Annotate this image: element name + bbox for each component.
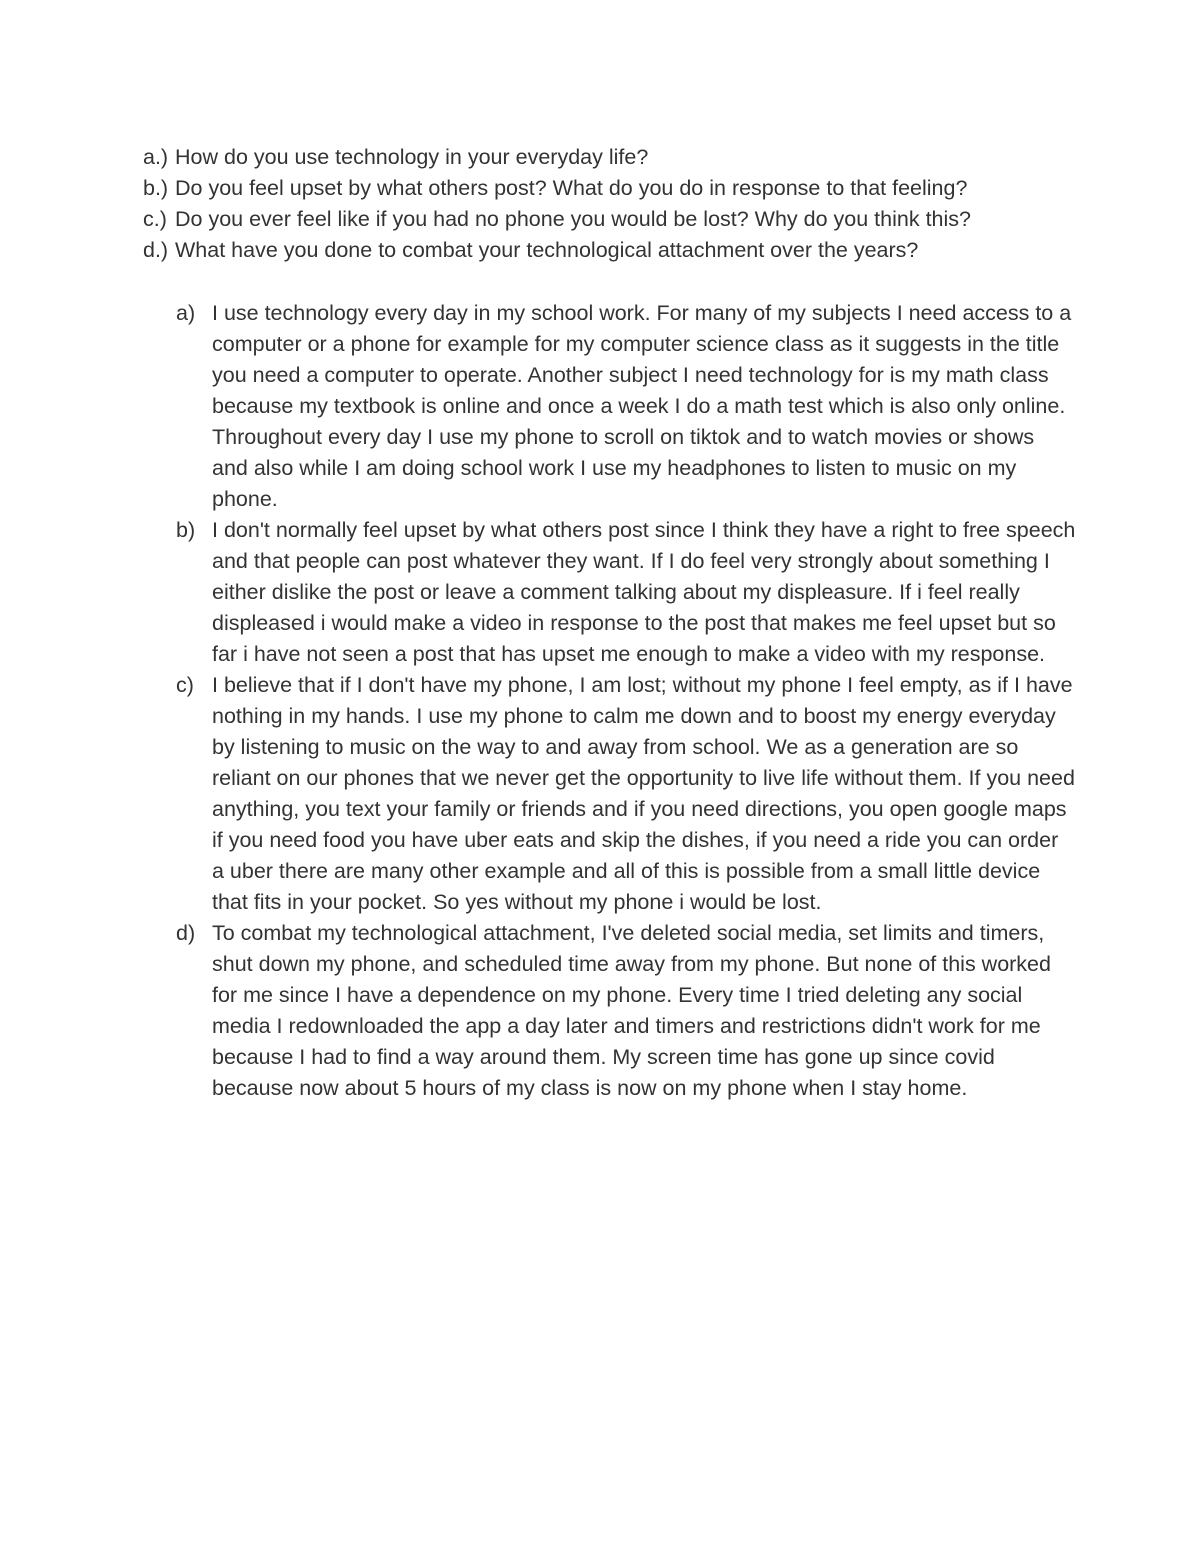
answer-text: I believe that if I don't have my phone, I am lost; without my phone I feel empty, as if I have nothing in my hands. I use my phone to calm me down and to boost my energy everyday by listening to music on the way to and away from school. We as a generation are so reliant on our phones that we never get the opportunity to live life without them. If you need anything, you text your family or friends and if you need directions, you open google maps if you need food you have uber eats and skip the dishes, if you need a ride you can order a uber there are many other example and all of this is possible from a small little device that fits in your pocket. So yes without my phone i would be lost. — [212, 673, 1075, 914]
question-text: Do you ever feel like if you had no phone you would be lost? Why do you think this? — [175, 207, 971, 231]
answer-item — [176, 515, 1076, 670]
question-text: Do you feel upset by what others post? What do you do in response to that feeling? — [175, 176, 968, 200]
answer-marker: d) — [176, 921, 196, 945]
question-item — [143, 235, 1103, 266]
question-item — [143, 173, 1103, 204]
question-marker: c.) — [143, 207, 167, 231]
answer-text: To combat my technological attachment, I've deleted social media, set limits and timers, shut down my phone, and scheduled time away from my phone. But none of this worked for me since I have a dependence on my phone. Every time I tried deleting any social media I redownloaded the app a day later and timers and restrictions didn't work for me because I had to find a way around them. My screen time has gone up since covid because now about 5 hours of my class is now on my phone when I stay home. — [212, 921, 1051, 1100]
answer-marker: a) — [176, 301, 196, 325]
answer-item — [176, 918, 1076, 1104]
question-list — [143, 142, 1103, 266]
question-item — [143, 204, 1103, 235]
answer-list — [176, 298, 1076, 1104]
answer-text: I don't normally feel upset by what others post since I think they have a right to free speech and that people can post whatever they want. If I do feel very strongly about something I either dislike the post or leave a comment talking about my displeasure. If i feel really displeased i would make a video in response to the post that makes me feel upset but so far i have not seen a post that has upset me enough to make a video with my response. — [212, 518, 1076, 666]
question-marker: b.) — [143, 176, 169, 200]
question-text: What have you done to combat your technological attachment over the years? — [175, 238, 919, 262]
question-text: How do you use technology in your everyday life? — [175, 145, 649, 169]
answer-item — [176, 670, 1076, 918]
question-item — [143, 142, 1103, 173]
question-marker: d.) — [143, 238, 169, 262]
answer-item — [176, 298, 1076, 515]
answer-marker: b) — [176, 518, 196, 542]
question-marker: a.) — [143, 145, 169, 169]
answer-marker: c) — [176, 673, 194, 697]
answer-text: I use technology every day in my school work. For many of my subjects I need access to a computer or a phone for example for my computer science class as it suggests in the title you need a computer to operate. Another subject I need technology for is my math class because my textbook is online and once a week I do a math test which is also only online. Throughout every day I use my phone to scroll on tiktok and to watch movies or shows and also while I am doing school work I use my headphones to listen to music on my phone. — [212, 301, 1072, 511]
